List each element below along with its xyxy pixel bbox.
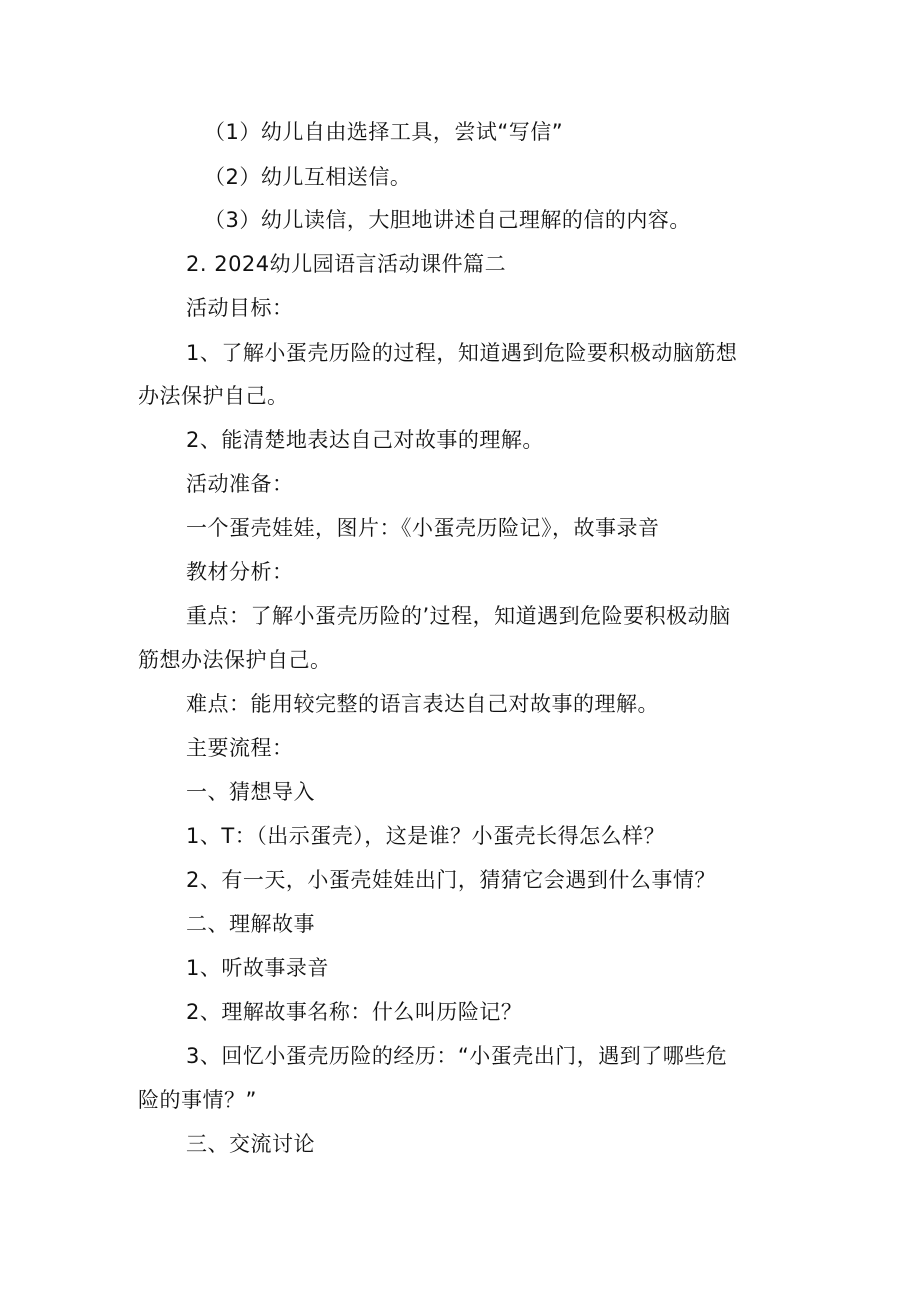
text-line-step-3: （3）幼儿读信，大胆地讲述自己理解的信的内容。 bbox=[204, 208, 691, 232]
process-step-1-heading: 一、猜想导入 bbox=[186, 780, 315, 804]
process-step-2-item-3: 3、回忆小蛋壳历险的经历：“小蛋壳出门，遇到了哪些危 bbox=[186, 1044, 728, 1068]
text-line-step-1: （1）幼儿自由选择工具，尝试“写信” bbox=[204, 120, 564, 144]
goal-item-2: 2、能清楚地表达自己对故事的理解。 bbox=[186, 428, 544, 452]
heading-material-analysis: 教材分析： bbox=[186, 560, 294, 584]
heading-activity-goals: 活动目标： bbox=[186, 296, 294, 320]
section-heading: 2. 2024幼儿园语言活动课件篇二 bbox=[186, 252, 507, 276]
heading-main-process: 主要流程： bbox=[186, 736, 294, 760]
key-point: 重点：了解小蛋壳历险的’过程，知道遇到危险要积极动脑 bbox=[186, 604, 731, 628]
prep-materials: 一个蛋壳娃娃，图片：《小蛋壳历险记》，故事录音 bbox=[186, 516, 660, 540]
process-step-1-item-2: 2、有一天，小蛋壳娃娃出门，猜猜它会遇到什么事情？ bbox=[186, 868, 716, 892]
difficulty-point: 难点：能用较完整的语言表达自己对故事的理解。 bbox=[186, 692, 659, 716]
heading-activity-prep: 活动准备： bbox=[186, 472, 294, 496]
key-point-cont: 筋想办法保护自己。 bbox=[138, 648, 332, 672]
process-step-3-heading: 三、交流讨论 bbox=[186, 1132, 315, 1156]
process-step-2-heading: 二、理解故事 bbox=[186, 912, 315, 936]
process-step-2-item-1: 1、听故事录音 bbox=[186, 956, 329, 980]
goal-item-1: 1、了解小蛋壳历险的过程，知道遇到危险要积极动脑筋想 bbox=[186, 341, 738, 365]
goal-item-1-cont: 办法保护自己。 bbox=[138, 384, 289, 408]
process-step-1-item-1: 1、T：（出示蛋壳），这是谁？小蛋壳长得怎么样？ bbox=[186, 824, 666, 848]
text-line-step-2: （2）幼儿互相送信。 bbox=[204, 165, 412, 189]
process-step-2-item-3-cont: 险的事情？” bbox=[138, 1088, 257, 1112]
process-step-2-item-2: 2、理解故事名称：什么叫历险记？ bbox=[186, 1000, 523, 1024]
